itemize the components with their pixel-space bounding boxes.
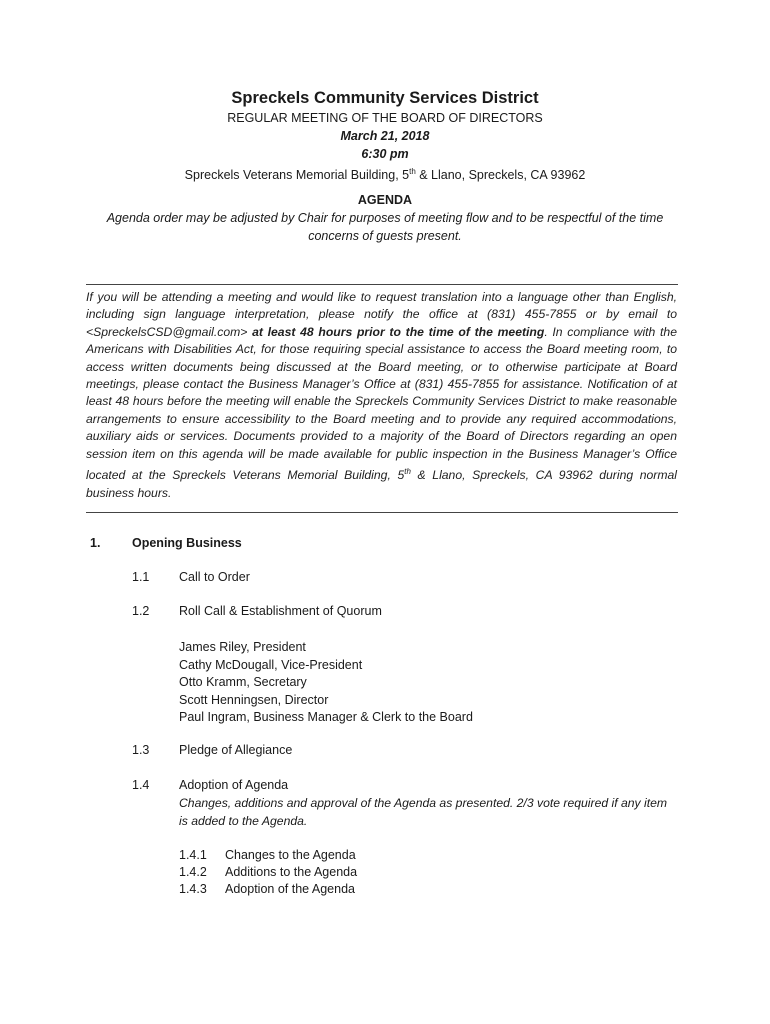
accessibility-notice bbox=[86, 289, 677, 502]
roster-member: James Riley, President bbox=[179, 640, 306, 654]
subitem-number: 1.4.3 bbox=[179, 882, 207, 896]
location-ordinal: th bbox=[409, 167, 416, 176]
subitem-number: 1.4.1 bbox=[179, 848, 207, 862]
item-number: 1.2 bbox=[132, 604, 150, 618]
board-roster bbox=[179, 639, 473, 727]
roster-member: Paul Ingram, Business Manager & Clerk to the Board bbox=[179, 710, 473, 724]
notice-deadline: at least 48 hours prior to the time of the meeting bbox=[252, 324, 545, 339]
notice-text: If you will be attending a meeting and would like to request translation into a language other than English, including sign language interpretation, please notify the office at (831) 455-7855 or by email to <SpreckelsCSD@gmail.com> bbox=[86, 290, 677, 339]
organization-title: Spreckels Community Services District bbox=[231, 89, 539, 107]
meeting-time: 6:30 pm bbox=[361, 147, 409, 161]
document-header bbox=[0, 87, 770, 245]
section-number: 1. bbox=[90, 536, 101, 550]
divider-bottom bbox=[86, 512, 678, 513]
roster-member: Otto Kramm, Secretary bbox=[179, 675, 307, 689]
subitem-additions: Additions to the Agenda bbox=[225, 865, 358, 879]
location-text-rest: & Llano, Spreckels, CA 93962 bbox=[415, 168, 586, 183]
subitem-adoption: Adoption of the Agenda bbox=[225, 882, 355, 896]
item-adoption-of-agenda: Adoption of Agenda bbox=[179, 778, 289, 792]
item-pledge: Pledge of Allegiance bbox=[179, 743, 293, 757]
subitem-number: 1.4.2 bbox=[179, 865, 207, 879]
item-number: 1.4 bbox=[132, 778, 150, 792]
item-number: 1.1 bbox=[132, 570, 150, 584]
agenda-note: Agenda order may be adjusted by Chair for purposes of meeting flow and to be respectful of the time concerns of guests present. bbox=[106, 211, 664, 244]
meeting-date: March 21, 2018 bbox=[340, 129, 430, 143]
roster-member: Scott Henningsen, Director bbox=[179, 692, 329, 707]
section-title: Opening Business bbox=[132, 536, 242, 550]
subitem-changes: Changes to the Agenda bbox=[225, 848, 356, 862]
item-number: 1.3 bbox=[132, 743, 150, 757]
agenda-adoption-description: Changes, additions and approval of the Agenda as presented. 2/3 vote required if any item is added to the Agenda. bbox=[179, 796, 668, 828]
notice-text-continued: . In compliance with the Americans with Disabilities Act, for those requiring special assistance to access the Board meeting room, to access written documents being discussed at the Board meeting, or to otherwise participate at Board meetings, please contact the Business Manager’s Office at (831) 455-7855 for assistance. Notification of at least 48 hours before the meeting will enable the Spreckels Community Services District to make reasonable arrangements to ensure accessibility to the Board meeting and to provide any required accommodations, auxiliary aids or services. Documents provided to a majority of the Board of Directors regarding an open session item on this agenda will be made available for public inspection in the Business Manager’s Office located at the Spreckels Veterans Memorial Building, 5 bbox=[86, 324, 677, 483]
location-text: Spreckels Veterans Memorial Building, 5 bbox=[184, 168, 410, 183]
notice-ordinal: th bbox=[404, 467, 411, 477]
meeting-type: REGULAR MEETING OF THE BOARD OF DIRECTORS bbox=[227, 111, 543, 125]
roster-member: Cathy McDougall, Vice-President bbox=[179, 657, 363, 672]
divider-top bbox=[86, 284, 678, 285]
item-roll-call: Roll Call & Establishment of Quorum bbox=[179, 604, 382, 618]
notice-text-end: & Llano, Spreckels, CA 93962 during normal business hours. bbox=[86, 468, 678, 500]
meeting-location bbox=[0, 163, 770, 184]
item-call-to-order: Call to Order bbox=[179, 570, 250, 584]
agenda-label: AGENDA bbox=[357, 193, 413, 208]
